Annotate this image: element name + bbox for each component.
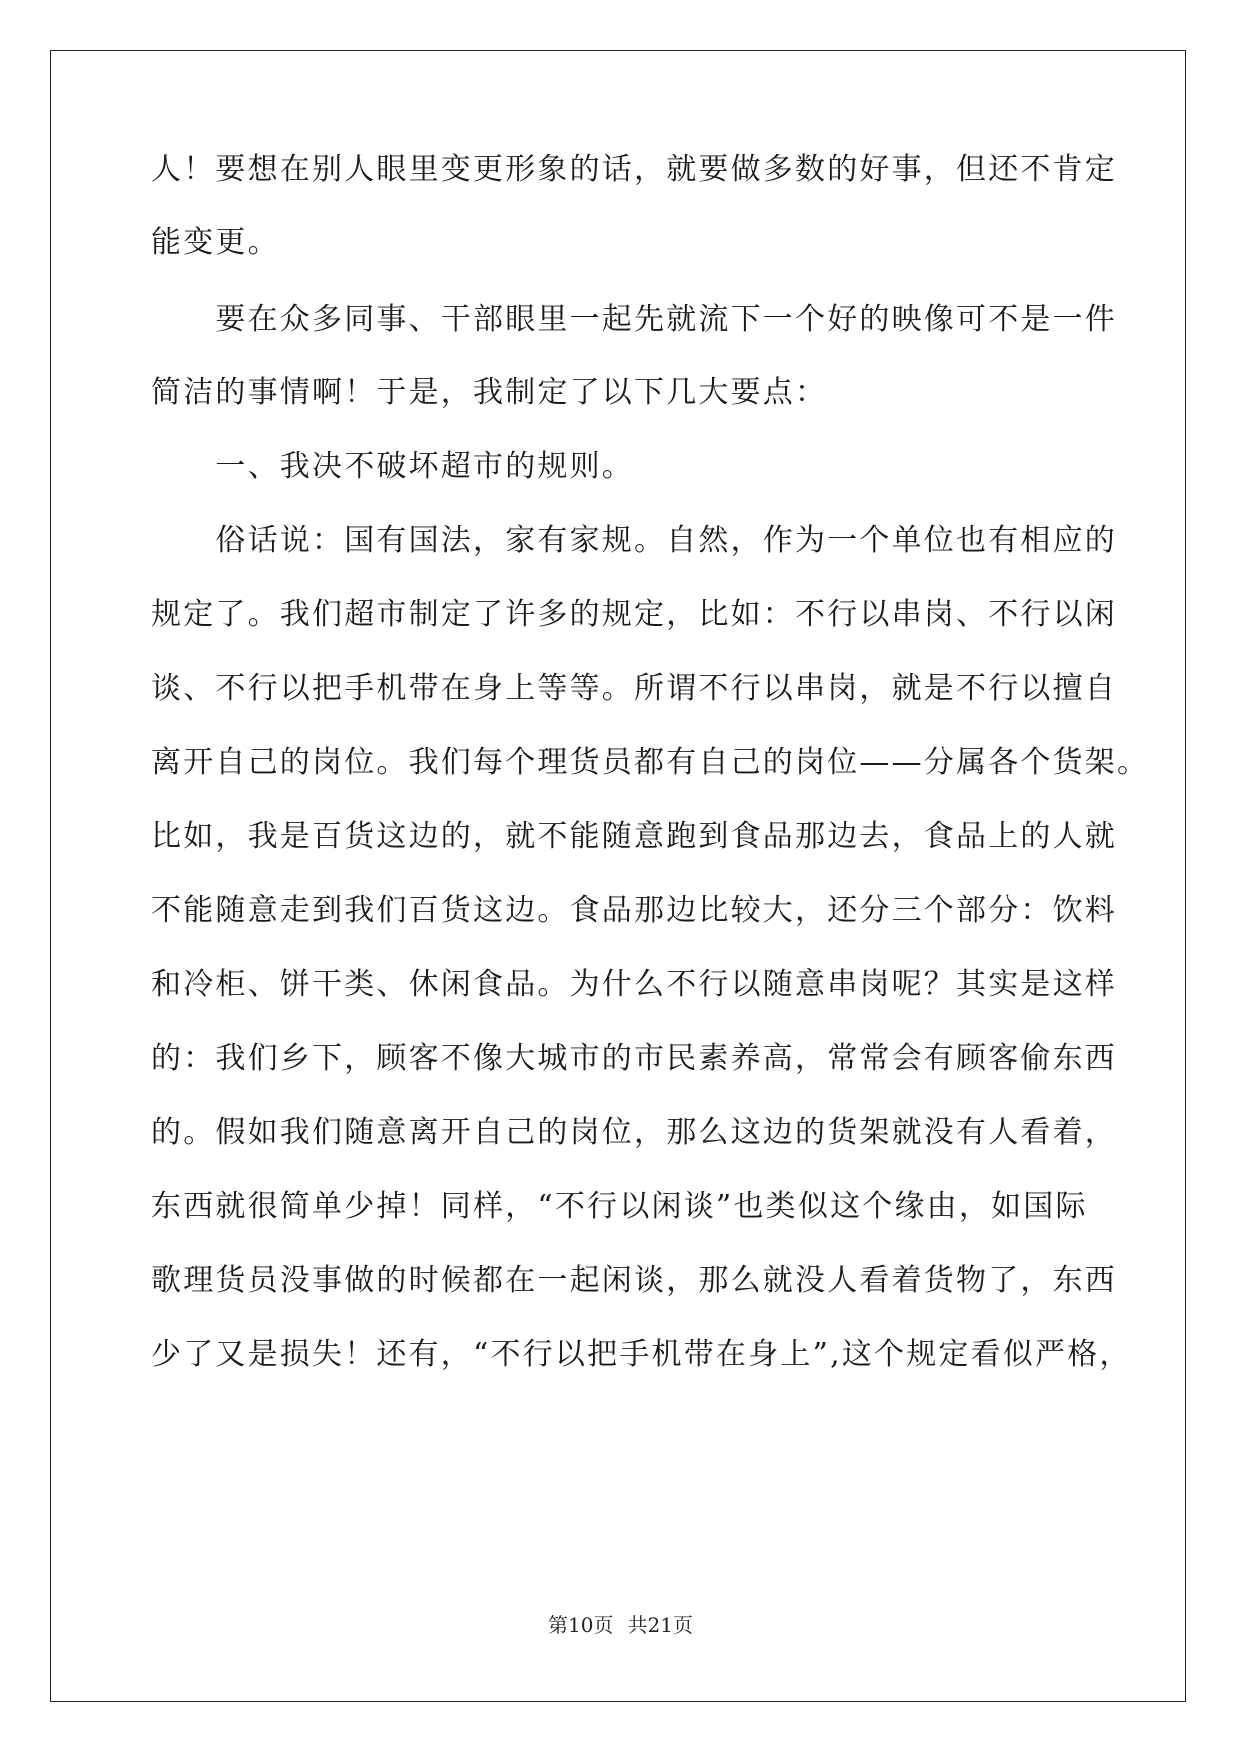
text-line: 规定了。我们超市制定了许多的规定，比如：不行以串岗、不行以闲: [151, 597, 1117, 632]
text-line: 的。假如我们随意离开自己的岗位，那么这边的货架就没有人看着，: [151, 1115, 1117, 1150]
page-footer: [0, 1612, 1241, 1638]
text-line: 少了又是损失！还有，“不行以把手机带在身上”,这个规定看似严格，: [151, 1337, 1132, 1372]
page-border: [50, 50, 1186, 1702]
text-line: 谈、不行以把手机带在身上等等。所谓不行以串岗，就是不行以擅自: [151, 671, 1117, 706]
page-number: 第10页: [548, 1613, 614, 1637]
text-line: 比如，我是百货这边的，就不能随意跑到食品那边去，食品上的人就: [151, 819, 1117, 854]
text-line: 能变更。: [151, 225, 280, 260]
text-line: 俗话说：国有国法，家有家规。自然，作为一个单位也有相应的: [151, 523, 1117, 558]
text-line: 的：我们乡下，顾客不像大城市的市民素养高，常常会有顾客偷东西: [151, 1041, 1117, 1076]
text-line: 一、我决不破坏超市的规则。: [151, 449, 634, 484]
text-line: 简洁的事情啊！于是，我制定了以下几大要点：: [151, 375, 828, 410]
text-line: 和冷柜、饼干类、休闲食品。为什么不行以随意串岗呢？其实是这样: [151, 967, 1117, 1002]
page-total: 共21页: [627, 1613, 693, 1637]
text-line: 歌理货员没事做的时候都在一起闲谈，那么就没人看着货物了，东西: [151, 1263, 1117, 1298]
text-line: 离开自己的岗位。我们每个理货员都有自己的岗位——分属各个货架。: [151, 745, 1150, 780]
text-line: 东西就很简单少掉！同样，“不行以闲谈”也类似这个缘由，如国际: [151, 1189, 1088, 1224]
text-line: 不能随意走到我们百货这边。食品那边比较大，还分三个部分：饮料: [151, 893, 1117, 928]
text-line: 要在众多同事、干部眼里一起先就流下一个好的映像可不是一件: [151, 302, 1117, 337]
text-line: 人！要想在别人眼里变更形象的话，就要做多数的好事，但还不肯定: [151, 152, 1117, 187]
